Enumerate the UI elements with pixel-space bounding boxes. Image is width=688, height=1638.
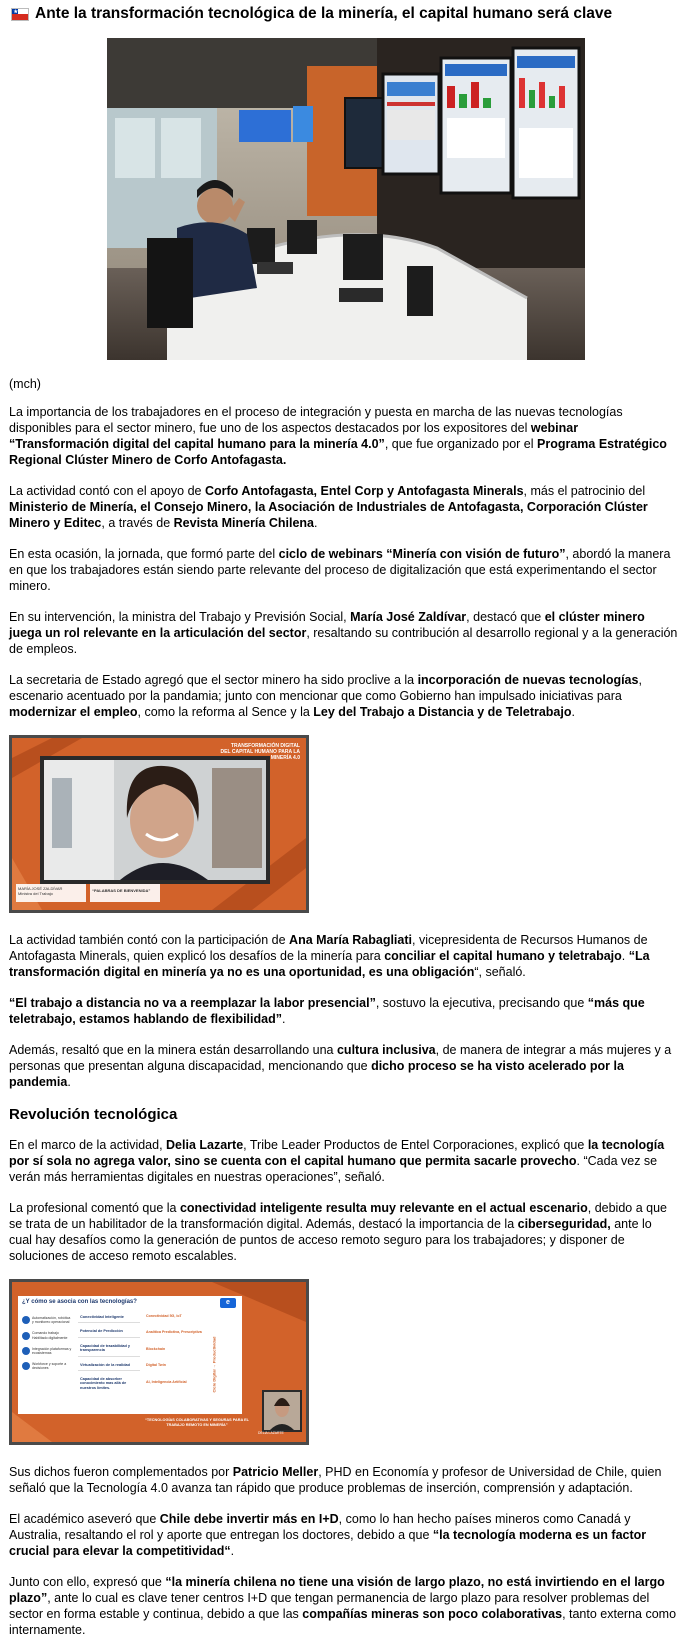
speaker-role-label: Ministra del Trabajo [18,891,53,896]
paragraph-4: En su intervención, la ministra del Trabajo y Previsión Social, María José Zaldívar, destacó que el clúster minero juega un rol relevante en la articulación del sector, resaltando su contribución al desarrollo regional y a la generación de empleos. [9,610,678,656]
slide-left-item: Integración plataformas y ecosistemas [32,1346,72,1356]
slide-left-item: Workforce y soporte a decisiones [32,1362,67,1371]
slide-mid-item: Virtualización de la realidad [78,1360,140,1371]
slide-heading: ¿Y cómo se asocia con las tecnologías? [22,1299,137,1305]
article-title-text: Ante la transformación tecnológica de la minería, el capital humano será clave [35,5,613,22]
paragraph-13: Junto con ello, expresó que “la minería chilena no tiene una visión de largo plazo, no está invirtiendo en el largo plazo”, ante lo cual es clave tener centros I+D que tengan permanencia de largo plazo para resolver problemas del sector en forma estable y continua, debido a que las compañías mineras son poco colaborativas, tanto externa como internamente. [9,1575,677,1637]
slide-right-item: Blockchain [146,1346,166,1351]
slide-right-item: Digital Twin [146,1363,166,1368]
photo-credit: (mch) [9,377,41,391]
section-heading: Revolución tecnológica [9,1106,178,1123]
slide-vertical-label: Ciclo Digital → Productividad [211,1335,217,1393]
chile-flag-icon: ★ [11,8,29,21]
slide-left-item: Comando trabajo Habilitado digitalmente [32,1331,68,1340]
speaker-name-label: MARÍA JOSÉ ZALDÍVAR [18,886,63,891]
paragraph-12: El académico aseveró que Chile debe invertir más en I+D, como lo han hecho países mineros como Canadá y Australia, resaltando el rol y aporte que entregan los doctores, debido a que “la tecnología moderna es un factor crucial para elevar la competitividad“. [9,1512,647,1558]
slide-footer-text: “TECNOLOGÍAS COLABORATIVAS Y SEGURAS PARA EL TRABAJO REMOTO EN MINERÍA” [145,1418,249,1427]
slide-right-item: Analítica Predictiva, Prescriptiva [146,1330,202,1335]
session-label: “PALABRAS DE BIENVENIDA” [92,888,151,893]
slide-mid-item: Capacidad de trazabilidad y transparencia [78,1341,140,1357]
paragraph-5: La secretaria de Estado agregó que el sector minero ha sido proclive a la incorporación de nuevas tecnologías, escenario acentuado por la pandamia; junto con mencionar que como Gobierno han impulsado iniciativas para modernizar el empleo, como la reforma al Sence y la Ley del Trabajo a Distancia y de Teletrabajo. [9,673,642,719]
slide-screenshot [9,1279,309,1445]
workforce-icon [22,1362,30,1370]
paragraph-6: La actividad también contó con la participación de Ana María Rabagliati, vicepresidenta de Recursos Humanos de Antofagasta Minerals, quien explicó los desafíos de la minería para conciliar el capital humano y teletrabajo. “La transformación digital en minería ya no es una oportunidad, es una obligación“, señaló. [9,933,650,979]
automation-icon [22,1316,30,1324]
slide-right-item: AI, Inteligencia Artificial [146,1379,187,1384]
paragraph-10: La profesional comentó que la conectividad inteligente resulta muy relevante en el actual escenario, debido a que se trata de un habilitador de la transformación digital. Además, destacó la importancia de la ciberseguridad, ante lo cual hay desafíos como la generación de puntos de acceso remoto seguro para los trabajadores; y disponer de soluciones de acceso remoto escalables. [9,1201,667,1263]
paragraph-7: “El trabajo a distancia no va a reemplazar la labor presencial”, sostuvo la ejecutiva, precisando que “más que teletrabajo, estamos hablando de flexibilidad”. [9,996,645,1026]
integration-icon [22,1347,30,1355]
paragraph-9: En el marco de la actividad, Delia Lazarte, Tribe Leader Productos de Entel Corporaciones, explicó que la tecnología por sí sola no agrega valor, sino se cuenta con el capital humano que permita sacarle provecho. “Cada vez se verán más herramientas digitales en nuestras operaciones”, señaló. [9,1138,665,1184]
slide-left-item: Automatización, robótica y monitoreo operacional [32,1316,71,1325]
article-title [9,4,678,24]
slide-right-item: Conectividad 5G, IoT [146,1314,182,1318]
paragraph-11: Sus dichos fueron complementados por Patricio Meller, PHD en Economía y profesor de Universidad de Chile, quien señaló que la Tecnología 4.0 avanza tan rápido que produce problemas de inserción, comprensión y adaptación. [9,1465,662,1495]
paragraph-2: La actividad contó con el apoyo de Corfo Antofagasta, Entel Corp y Antofagasta Minerals, más el patrocinio del Ministerio de Minería, el Consejo Minero, la Asociación de Industriales de Antofagasta, Corporación Clúster Minero y Editec, a través de Revista Minería Chilena. [9,484,648,530]
slide-mid-item: Potencial de Predicción [78,1326,140,1337]
paragraph-1: La importancia de los trabajadores en el proceso de integración y puesta en marcha de las nuevas tecnologías disponibles para el sector minero, fue uno de los aspectos destacados por los expositores del webinar “Transformación digital del capital humano para la minería 4.0”, que fue organizado por el Programa Estratégico Regional Clúster Minero de Corfo Antofagasta. [9,405,667,467]
control-room-photo-illustration [107,38,585,360]
paragraph-8: Además, resaltó que en la minera están desarrollando una cultura inclusiva, de manera de integrar a más mujeres y a personas que presentan alguna discapacidad, mencionando que dicho proceso se ha visto acelerado por la pandemia. [9,1043,672,1089]
banner-line-3: MINERÍA 4.0 [270,755,300,761]
banner-line-1: TRANSFORMACIÓN DIGITAL [230,743,300,749]
control-room-photo [107,38,585,360]
paragraph-3: En esta ocasión, la jornada, que formó parte del ciclo de webinars “Minería con visión de futuro”, abordó la manera en que los trabajadores están siendo parte relevante del proceso de digitalización que está experimentando el sector minero. [9,547,671,593]
banner-line-2: DEL CAPITAL HUMANO PARA LA [220,749,300,755]
slide-mid-item: Conectividad Inteligente [78,1312,140,1323]
entel-logo-badge: e [220,1298,236,1308]
slide-mid-item: Capacidad de absorber conocimiento mas allá de nuestros límites. [80,1377,127,1390]
remote-work-icon [22,1332,30,1340]
webinar-illustration [12,738,306,910]
slide-speaker-name: DELIA LAZARTE [258,1431,284,1435]
webinar-screenshot [9,735,309,913]
